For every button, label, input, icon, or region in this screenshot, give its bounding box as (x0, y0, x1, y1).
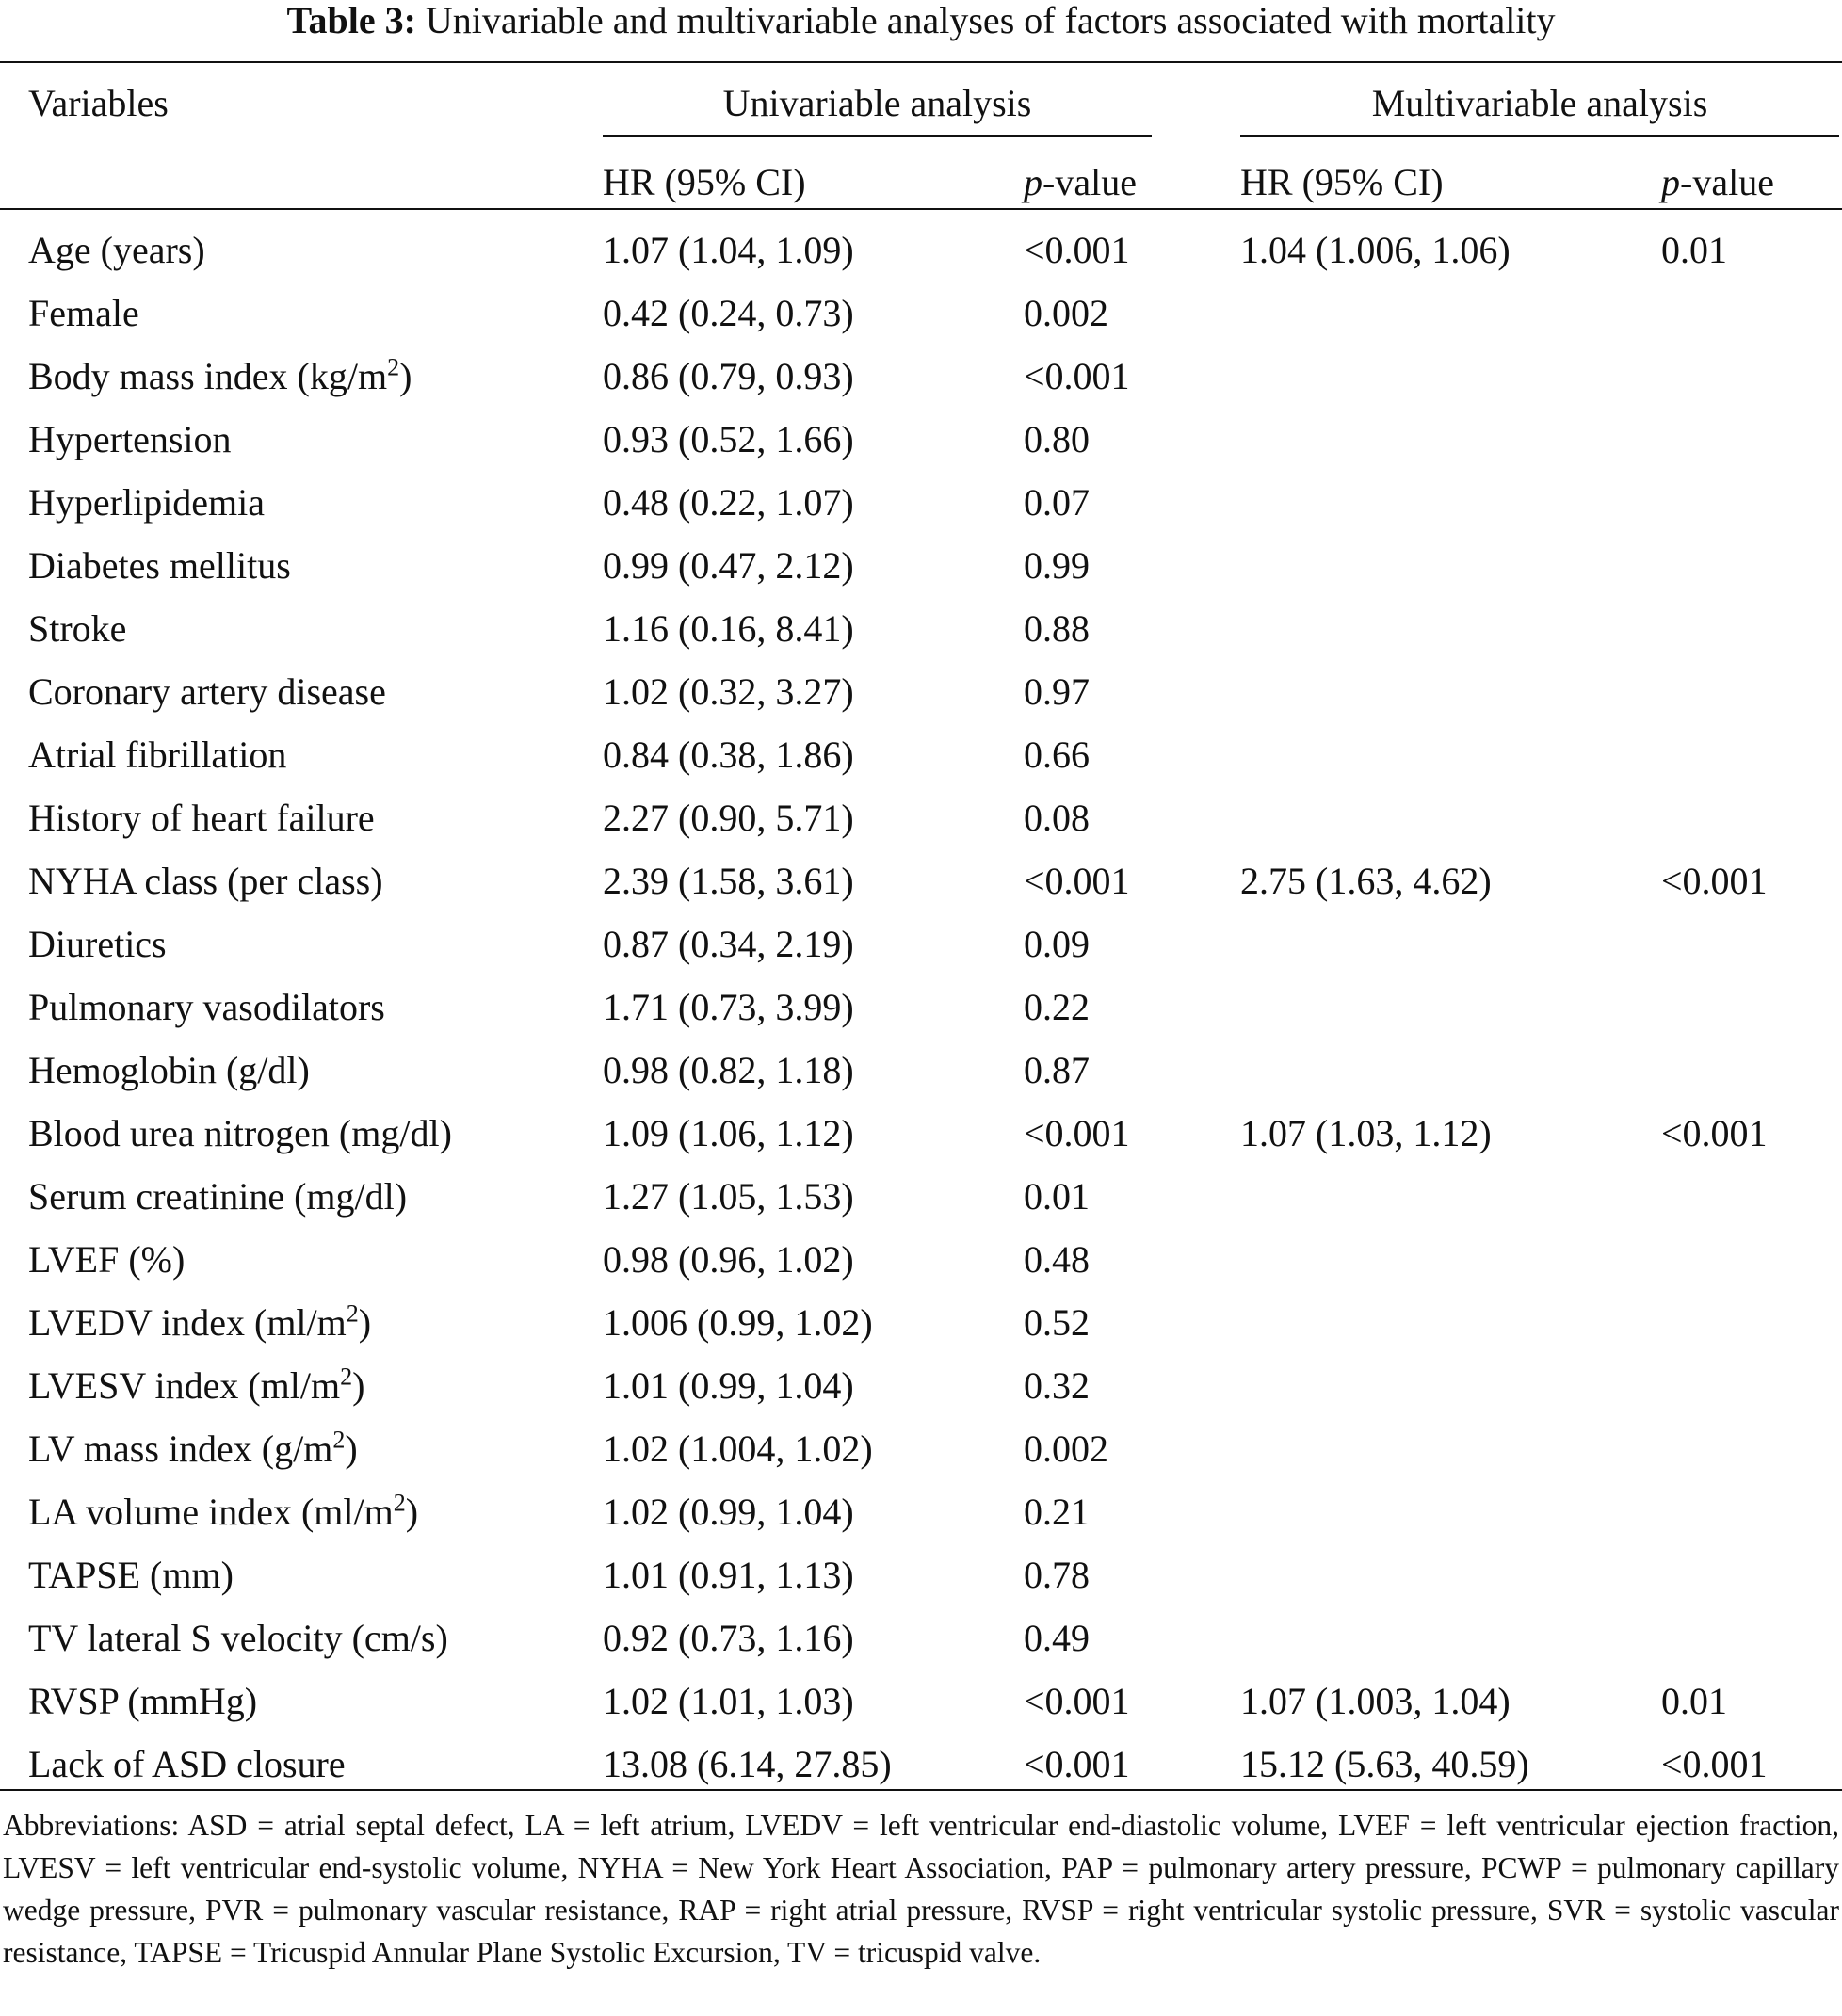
variable-name: Blood urea nitrogen (mg/dl) (28, 1112, 452, 1154)
table-title (0, 0, 1842, 41)
variable-name: Hemoglobin (g/dl) (28, 1049, 310, 1091)
variable-name-cell (0, 345, 603, 408)
multivariable-hr-cell (1240, 408, 1661, 471)
multivariable-p-cell (1661, 660, 1842, 723)
table-row (0, 1228, 1842, 1291)
variable-name: Atrial fibrillation (28, 734, 287, 776)
univariable-hr-cell: 1.27 (1.05, 1.53) (603, 1175, 854, 1218)
multivariable-hr-cell (1240, 597, 1661, 660)
table-title-label: Table 3: (286, 0, 416, 41)
table-row (0, 534, 1842, 597)
multivariable-p-cell (1661, 1354, 1842, 1417)
univariable-p-cell: <0.001 (1024, 1680, 1130, 1722)
table-row (0, 1165, 1842, 1228)
variable-name-cell (0, 1291, 603, 1354)
variable-name-cell (0, 1354, 603, 1417)
variable-name-cell (0, 282, 603, 345)
multivariable-hr-cell (1240, 1543, 1661, 1606)
multivariable-hr-cell (1240, 345, 1661, 408)
univariable-p-cell: 0.09 (1024, 923, 1090, 965)
univariable-p-cell: 0.99 (1024, 544, 1090, 587)
table-row (0, 1417, 1842, 1480)
variable-name-cell (0, 660, 603, 723)
variable-name: Diuretics (28, 923, 167, 965)
variable-name-cell (0, 1543, 603, 1606)
multivariable-hr-cell (1240, 1354, 1661, 1417)
multivariable-p-cell (1661, 471, 1842, 534)
variable-name-suffix: ) (405, 1491, 419, 1533)
header-rule (0, 208, 1842, 210)
univariable-p-cell: 0.48 (1024, 1238, 1090, 1281)
variable-name-cell (0, 1733, 603, 1796)
table-row (0, 1291, 1842, 1354)
univariable-hr-cell: 1.07 (1.04, 1.09) (603, 229, 854, 271)
univariable-p-cell: 0.49 (1024, 1617, 1090, 1659)
univariable-p-cell: 0.80 (1024, 418, 1090, 460)
variable-name-cell (0, 786, 603, 849)
variable-name-cell (0, 1102, 603, 1165)
univariable-p-cell: 0.97 (1024, 670, 1090, 713)
multivariable-hr-cell (1240, 1417, 1661, 1480)
multivariable-p-cell (1661, 345, 1842, 408)
variable-name: LVEF (%) (28, 1238, 186, 1281)
variable-name-cell (0, 1165, 603, 1228)
multivariable-p-cell (1661, 1417, 1842, 1480)
univariable-hr-cell: 0.92 (0.73, 1.16) (603, 1617, 854, 1659)
variable-name: Female (28, 292, 139, 334)
variable-name-cell (0, 1228, 603, 1291)
multivariable-p-cell (1661, 1291, 1842, 1354)
variable-superscript: 2 (332, 1426, 346, 1454)
table-row (0, 786, 1842, 849)
multivariable-hr-cell (1240, 1039, 1661, 1102)
multivariable-hr-cell (1240, 912, 1661, 976)
table-row (0, 660, 1842, 723)
univariable-p-cell: 0.21 (1024, 1491, 1090, 1533)
variable-name-cell (0, 723, 603, 786)
header-multi-p-rest: -value (1680, 161, 1774, 203)
variable-name: Hypertension (28, 418, 232, 460)
variable-superscript: 2 (387, 353, 400, 381)
header-uni-p (1024, 162, 1137, 203)
univariable-hr-cell: 0.86 (0.79, 0.93) (603, 355, 854, 397)
variable-name: History of heart failure (28, 797, 375, 839)
variable-name: LVEDV index (ml/m (28, 1301, 347, 1344)
table-row (0, 912, 1842, 976)
multivariable-hr-cell (1240, 1228, 1661, 1291)
multivariable-hr-cell (1240, 786, 1661, 849)
multivariable-p-cell (1661, 912, 1842, 976)
variable-name-cell (0, 912, 603, 976)
multivariable-hr-cell (1240, 1165, 1661, 1228)
header-multi-hr: HR (95% CI) (1240, 161, 1444, 203)
univariable-underline (603, 135, 1152, 137)
table-row (0, 345, 1842, 408)
univariable-hr-cell: 1.02 (0.32, 3.27) (603, 670, 854, 713)
univariable-p-cell: <0.001 (1024, 860, 1130, 902)
multivariable-hr-cell (1240, 534, 1661, 597)
multivariable-hr-cell: 2.75 (1.63, 4.62) (1240, 860, 1492, 902)
univariable-p-cell: 0.07 (1024, 481, 1090, 524)
univariable-p-cell: <0.001 (1024, 355, 1130, 397)
multivariable-p-cell (1661, 534, 1842, 597)
univariable-hr-cell: 0.93 (0.52, 1.66) (603, 418, 854, 460)
results-table (0, 218, 1842, 1796)
variable-name: Diabetes mellitus (28, 544, 291, 587)
variable-name: Pulmonary vasodilators (28, 986, 385, 1028)
univariable-p-cell: 0.002 (1024, 1427, 1108, 1470)
table-row (0, 849, 1842, 912)
variable-name: LA volume index (ml/m (28, 1491, 394, 1533)
multivariable-p-cell (1661, 282, 1842, 345)
univariable-hr-cell: 13.08 (6.14, 27.85) (603, 1743, 892, 1785)
variable-name: TV lateral S velocity (cm/s) (28, 1617, 448, 1659)
multivariable-hr-cell: 1.07 (1.03, 1.12) (1240, 1112, 1492, 1154)
variable-name: Body mass index (kg/m (28, 355, 388, 397)
table-row (0, 1543, 1842, 1606)
multivariable-hr-cell: 15.12 (5.63, 40.59) (1240, 1743, 1529, 1785)
multivariable-p-cell (1661, 723, 1842, 786)
variable-name-cell (0, 1669, 603, 1733)
univariable-hr-cell: 0.84 (0.38, 1.86) (603, 734, 854, 776)
univariable-hr-cell: 1.02 (0.99, 1.04) (603, 1491, 854, 1533)
univariable-hr-cell: 2.39 (1.58, 3.61) (603, 860, 854, 902)
univariable-hr-cell: 1.71 (0.73, 3.99) (603, 986, 854, 1028)
multivariable-p-cell (1661, 786, 1842, 849)
multivariable-p-cell (1661, 1228, 1842, 1291)
multivariable-p-cell: 0.01 (1661, 229, 1727, 271)
variable-name-suffix: ) (345, 1427, 358, 1470)
univariable-p-cell: 0.002 (1024, 292, 1108, 334)
univariable-hr-cell: 1.006 (0.99, 1.02) (603, 1301, 873, 1344)
top-rule (0, 61, 1842, 63)
univariable-hr-cell: 0.42 (0.24, 0.73) (603, 292, 854, 334)
variable-name-cell (0, 408, 603, 471)
variable-name-cell (0, 1039, 603, 1102)
table-title-text: Univariable and multivariable analyses of factors associated with mortality (425, 0, 1556, 41)
multivariable-hr-cell (1240, 282, 1661, 345)
multivariable-hr-cell (1240, 976, 1661, 1039)
table-row (0, 723, 1842, 786)
footnote-abbreviations: Abbreviations: ASD = atrial septal defect, LA = left atrium, LVEDV = left ventricular end-diastolic volume, LVEF = left ventricular ejection fraction, LVESV = left ventricular end-systolic volume, NYHA = New York Heart Association, PAP = pulmonary artery pressure, PCWP = pulmonary capillary wedge pressure, PVR = pulmonary vascular resistance, RAP = right atrial pressure, RVSP = right ventricular systolic pressure, SVR = systolic vascular resistance, TAPSE = Tricuspid Annular Plane Systolic Excursion, TV = tricuspid valve. (3, 1809, 1839, 1969)
multivariable-hr-cell (1240, 1606, 1661, 1669)
multivariable-p-cell (1661, 1039, 1842, 1102)
variable-name-cell (0, 218, 603, 282)
multivariable-hr-cell: 1.07 (1.003, 1.04) (1240, 1680, 1511, 1722)
table-row (0, 1669, 1842, 1733)
variable-name-cell (0, 849, 603, 912)
multivariable-p-cell (1661, 1480, 1842, 1543)
variable-name: Coronary artery disease (28, 670, 386, 713)
univariable-p-cell: <0.001 (1024, 1743, 1130, 1785)
univariable-p-cell: 0.87 (1024, 1049, 1090, 1091)
multivariable-p-cell: <0.001 (1661, 860, 1768, 902)
table-row (0, 1480, 1842, 1543)
multivariable-p-cell (1661, 597, 1842, 660)
multivariable-p-cell (1661, 1606, 1842, 1669)
table-row (0, 1102, 1842, 1165)
variable-name-cell (0, 1480, 603, 1543)
univariable-hr-cell: 0.87 (0.34, 2.19) (603, 923, 854, 965)
multivariable-p-cell: <0.001 (1661, 1112, 1768, 1154)
multivariable-p-cell: 0.01 (1661, 1680, 1727, 1722)
univariable-hr-cell: 0.98 (0.82, 1.18) (603, 1049, 854, 1091)
variable-name-suffix: ) (399, 355, 412, 397)
univariable-p-cell: <0.001 (1024, 229, 1130, 271)
header-uni-hr: HR (95% CI) (603, 161, 806, 203)
variable-name: RVSP (mmHg) (28, 1680, 258, 1722)
variable-superscript: 2 (346, 1299, 359, 1328)
univariable-p-cell: 0.52 (1024, 1301, 1090, 1344)
variable-name: Stroke (28, 607, 127, 650)
multivariable-hr-cell: 1.04 (1.006, 1.06) (1240, 229, 1511, 271)
univariable-p-cell: <0.001 (1024, 1112, 1130, 1154)
table-row (0, 408, 1842, 471)
multivariable-p-cell (1661, 408, 1842, 471)
univariable-hr-cell: 1.02 (1.004, 1.02) (603, 1427, 873, 1470)
multivariable-hr-cell (1240, 1291, 1661, 1354)
header-uni-p-italic: p (1024, 161, 1042, 203)
univariable-p-cell: 0.22 (1024, 986, 1090, 1028)
univariable-hr-cell: 1.02 (1.01, 1.03) (603, 1680, 854, 1722)
univariable-hr-cell: 0.48 (0.22, 1.07) (603, 481, 854, 524)
univariable-hr-cell: 1.09 (1.06, 1.12) (603, 1112, 854, 1154)
variable-name-cell (0, 1417, 603, 1480)
multivariable-p-cell (1661, 1165, 1842, 1228)
variable-name: TAPSE (mm) (28, 1554, 234, 1596)
header-uni-p-rest: -value (1042, 161, 1137, 203)
header-multivariable: Multivariable analysis (1371, 82, 1708, 124)
univariable-hr-cell: 1.01 (0.99, 1.04) (603, 1364, 854, 1407)
table-row (0, 282, 1842, 345)
univariable-p-cell: 0.32 (1024, 1364, 1090, 1407)
table-row (0, 1354, 1842, 1417)
variable-name: LV mass index (g/m (28, 1427, 333, 1470)
variable-name-cell (0, 976, 603, 1039)
univariable-hr-cell: 1.01 (0.91, 1.13) (603, 1554, 854, 1596)
variable-name-suffix: ) (352, 1364, 365, 1407)
variable-name: NYHA class (per class) (28, 860, 383, 902)
multivariable-p-cell (1661, 976, 1842, 1039)
table-row (0, 976, 1842, 1039)
multivariable-p-cell (1661, 1543, 1842, 1606)
univariable-hr-cell: 0.99 (0.47, 2.12) (603, 544, 854, 587)
variable-name-cell (0, 471, 603, 534)
variable-name-suffix: ) (358, 1301, 372, 1344)
table-row (0, 218, 1842, 282)
univariable-p-cell: 0.08 (1024, 797, 1090, 839)
variable-superscript: 2 (393, 1489, 406, 1517)
header-multi-p-italic: p (1661, 161, 1680, 203)
multivariable-hr-cell (1240, 471, 1661, 534)
multivariable-p-cell: <0.001 (1661, 1743, 1768, 1785)
variable-name: Serum creatinine (mg/dl) (28, 1175, 408, 1218)
header-multi-p (1661, 162, 1774, 203)
univariable-hr-cell: 2.27 (0.90, 5.71) (603, 797, 854, 839)
table-row (0, 1606, 1842, 1669)
multivariable-hr-cell (1240, 723, 1661, 786)
univariable-hr-cell: 0.98 (0.96, 1.02) (603, 1238, 854, 1281)
univariable-p-cell: 0.88 (1024, 607, 1090, 650)
variable-name-cell (0, 534, 603, 597)
header-variables: Variables (28, 82, 169, 124)
variable-name-cell (0, 597, 603, 660)
table-row (0, 1039, 1842, 1102)
univariable-hr-cell: 1.16 (0.16, 8.41) (603, 607, 854, 650)
variable-name: Lack of ASD closure (28, 1743, 346, 1785)
bottom-rule (0, 1789, 1842, 1791)
univariable-p-cell: 0.66 (1024, 734, 1090, 776)
univariable-p-cell: 0.01 (1024, 1175, 1090, 1218)
multivariable-underline (1240, 135, 1839, 137)
variable-name: Hyperlipidemia (28, 481, 266, 524)
variable-name-cell (0, 1606, 603, 1669)
variable-name: LVESV index (ml/m (28, 1364, 341, 1407)
table-row (0, 471, 1842, 534)
table-row (0, 597, 1842, 660)
variable-superscript: 2 (340, 1363, 353, 1391)
multivariable-hr-cell (1240, 1480, 1661, 1543)
header-univariable: Univariable analysis (722, 82, 1032, 124)
multivariable-hr-cell (1240, 660, 1661, 723)
univariable-p-cell: 0.78 (1024, 1554, 1090, 1596)
table-row (0, 1733, 1842, 1796)
results-table-body (0, 218, 1842, 1796)
variable-name: Age (years) (28, 229, 205, 271)
